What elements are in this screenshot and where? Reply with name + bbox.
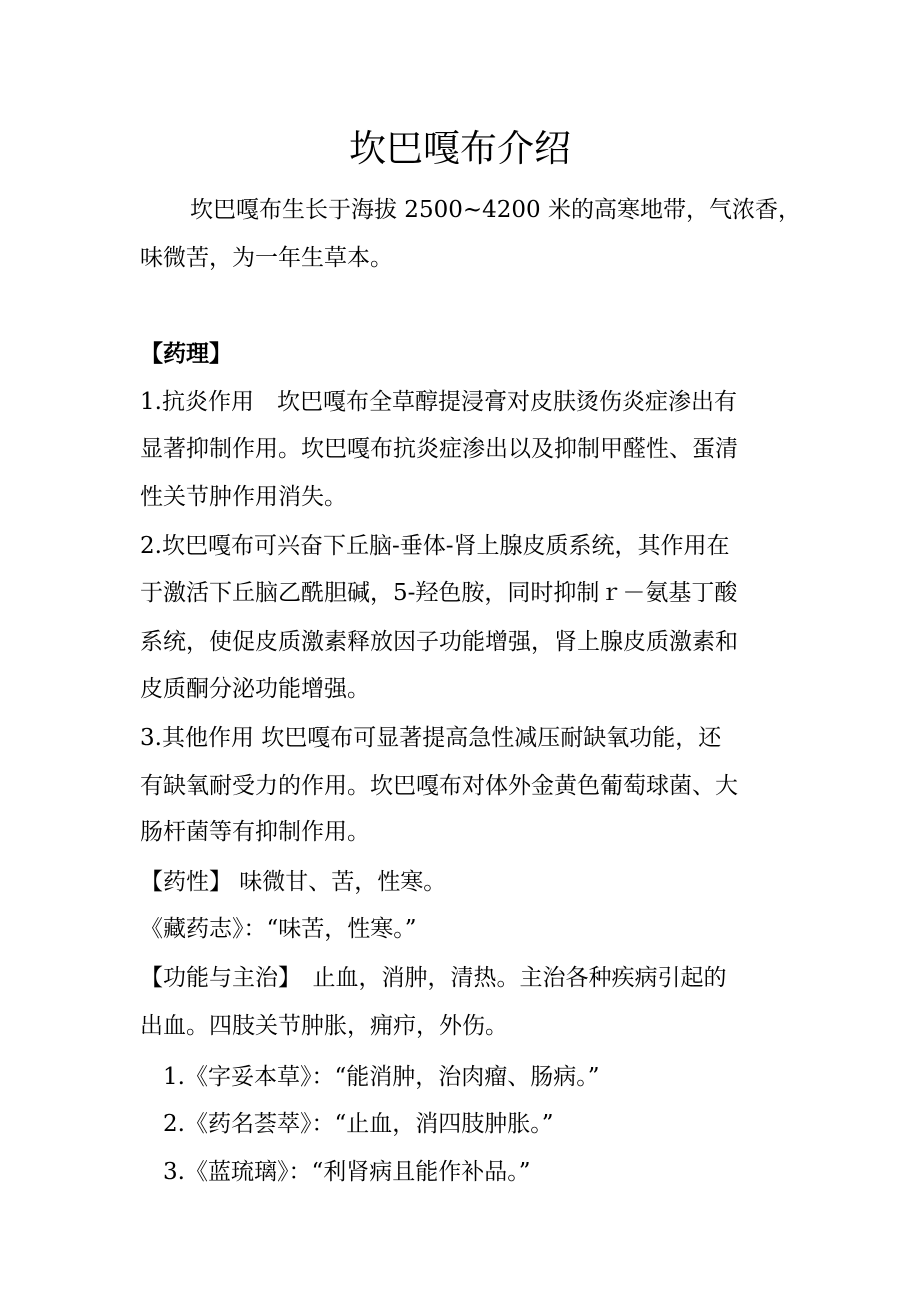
reference-item-3: 3.《蓝琉璃》：“利肾病且能作补品。” xyxy=(163,1159,531,1185)
function-line-2: 出血。四肢关节肿胀，痈疖，外伤。 xyxy=(140,1013,508,1039)
property-heading: 【药性】 xyxy=(140,869,232,895)
pharmacology-line-1: 1.抗炎作用 坎巴嘎布全草醇提浸膏对皮肤烫伤炎症渗出有 xyxy=(140,389,737,415)
intro-line-2: 味微苦，为一年生草本。 xyxy=(140,245,393,271)
pharmacology-line-5: 于激活下丘脑乙酰胆碱，5-羟色胺，同时抑制ｒ－氨基丁酸 xyxy=(140,580,738,606)
pharmacology-line-6: 系统，使促皮质激素释放因子功能增强，肾上腺皮质激素和 xyxy=(140,629,738,655)
reference-item-1: 1.《字妥本草》：“能消肿，治肉瘤、肠病。” xyxy=(163,1064,600,1090)
function-row xyxy=(140,963,727,993)
reference-item-2: 2.《药名荟萃》：“止血，消四肢肿胀。” xyxy=(163,1111,554,1137)
pharmacology-line-4: 2.坎巴嘎布可兴奋下丘脑-垂体-肾上腺皮质系统，其作用在 xyxy=(140,533,730,559)
pharmacology-line-2: 显著抑制作用。坎巴嘎布抗炎症渗出以及抑制甲醛性、蛋清 xyxy=(140,436,738,462)
pharmacology-line-7: 皮质酮分泌功能增强。 xyxy=(140,676,370,702)
pharmacology-line-10: 肠杆菌等有抑制作用。 xyxy=(140,819,370,845)
pharmacology-line-3: 性关节肿作用消失。 xyxy=(140,484,347,510)
function-text: 止血，消肿，清热。主治各种疾病引起的 xyxy=(289,965,727,991)
page-title: 坎巴嘎布介绍 xyxy=(349,127,571,170)
property-row xyxy=(140,867,446,897)
pharmacology-heading: 【药理】 xyxy=(140,340,232,367)
property-text: 味微甘、苦，性寒。 xyxy=(232,869,447,895)
property-citation: 《藏药志》：“味苦，性寒。” xyxy=(140,916,417,942)
pharmacology-line-9: 有缺氧耐受力的作用。坎巴嘎布对体外金黄色葡萄球菌、大 xyxy=(140,773,738,799)
pharmacology-line-8: 3.其他作用 坎巴嘎布可显著提高急性减压耐缺氧功能，还 xyxy=(140,725,722,751)
function-heading: 【功能与主治】 xyxy=(140,965,290,991)
intro-line-1: 坎巴嘎布生长于海拔 2500~4200 米的高寒地带，气浓香， xyxy=(190,197,801,223)
